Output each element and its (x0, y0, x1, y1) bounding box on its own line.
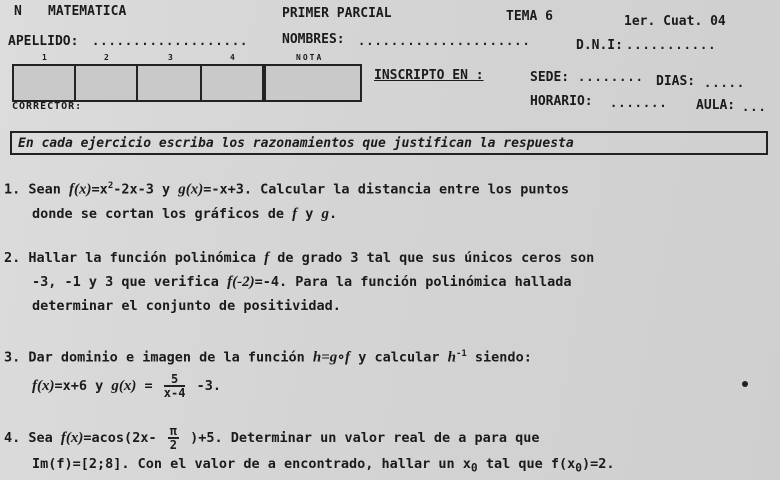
corrector-label: CORRECTOR: (12, 101, 83, 112)
exercise-text: siendo: (466, 349, 532, 366)
math-expression: g (321, 205, 329, 222)
apellido-field[interactable]: ................... (92, 34, 249, 48)
math-expression: f(-2) (227, 274, 255, 290)
exercise-number: 1. (4, 181, 21, 198)
exercise-3 (4, 342, 532, 402)
exercise-text: Sean (28, 181, 70, 198)
exercise-text: = (136, 377, 161, 394)
fraction-numerator: 5 (164, 373, 186, 387)
sede-field[interactable]: ........ (578, 70, 644, 84)
exercise-text: Im(f)=[2;8]. Con el valor de a encontrado, hallar un x (32, 456, 471, 472)
score-box-1[interactable] (12, 64, 76, 102)
math-expression: h (447, 349, 456, 366)
box-number-2: 2 (104, 53, 109, 62)
math-expression: f (264, 250, 270, 266)
math-expression: f(x) (32, 377, 55, 394)
box-number-1: 1 (42, 53, 47, 62)
exercise-text: Sea (28, 430, 61, 446)
dias-field[interactable]: ..... (704, 76, 746, 90)
math-expression: h=g∘f (312, 349, 351, 366)
fraction (168, 425, 179, 451)
score-box-2[interactable] (74, 64, 138, 102)
exercise-text: donde se cortan los gráficos de (32, 205, 293, 222)
exercise-number: 3. (4, 349, 21, 366)
box-number-3: 3 (168, 53, 173, 62)
exercise-text: =-x+3. Calcular la distancia entre los puntos (203, 181, 570, 198)
nombres-field[interactable]: ..................... (358, 34, 531, 48)
aula-label: AULA: (696, 98, 736, 113)
dias-label: DIAS: (656, 74, 696, 89)
inscripto-label: INSCRIPTO EN : (374, 68, 484, 83)
math-expression: f(x) (60, 430, 84, 446)
nota-box[interactable] (264, 64, 362, 102)
cuatrimestre-label: 1er. Cuat. 04 (624, 14, 726, 29)
exercise-text: y (297, 205, 322, 222)
subject-prefix: N (14, 4, 22, 19)
aula-field[interactable]: ... (742, 100, 767, 114)
nombres-label: NOMBRES: (282, 32, 345, 47)
exponent: 2 (107, 181, 114, 191)
exam-title: PRIMER PARCIAL (282, 6, 392, 21)
exercise-text: determinar el conjunto de positividad. (32, 298, 341, 314)
exercise-text: Hallar la función polinómica (28, 250, 265, 266)
exercise-text: de grado 3 tal que sus únicos ceros son (269, 250, 595, 266)
exercise-text: -2x-3 y (113, 181, 179, 198)
box-number-4: 4 (230, 53, 235, 62)
math-expression: f(x) (69, 181, 92, 198)
subscript: 0 (575, 461, 583, 475)
exercise-4 (4, 424, 615, 480)
instruction-banner (10, 131, 768, 155)
exercise-text: )=2. (582, 456, 615, 472)
dni-field[interactable]: ........... (626, 38, 717, 52)
subject-title: MATEMATICA (48, 4, 127, 19)
exercise-text: )+5. Determinar un valor real de a para que (181, 430, 540, 446)
math-expression: g(x) (178, 181, 204, 198)
exercise-text: =acos(2x- (83, 430, 165, 446)
fraction (164, 373, 186, 399)
exercise-text: =x (91, 181, 108, 198)
dni-label: D.N.I: (576, 38, 623, 53)
apellido-label: APELLIDO: (8, 34, 79, 49)
math-expression: f (292, 205, 298, 222)
exercise-text: -3, -1 y 3 que verifica (32, 274, 228, 290)
exercise-text: =-4. Para la función polinómica hallada (254, 274, 572, 290)
exercise-text: Dar dominio e imagen de la función (28, 349, 313, 366)
exercise-text: tal que f(x (477, 456, 576, 472)
exercise-number: 2. (4, 250, 21, 266)
exercise-2 (4, 246, 594, 318)
ink-dot (742, 381, 748, 387)
tema-label: TEMA 6 (506, 9, 553, 24)
instruction-text: En cada ejercicio escriba los razonamientos que justifican la respuesta (18, 136, 574, 151)
exponent: -1 (455, 349, 467, 359)
fraction-numerator: π (169, 424, 177, 438)
exercise-text: y calcular (350, 349, 448, 366)
sede-label: SEDE: (530, 70, 570, 85)
exercise-1 (4, 174, 569, 226)
exercise-text: -3. (188, 377, 221, 394)
exercise-number: 4. (4, 430, 21, 446)
math-expression: g(x) (111, 377, 137, 394)
fraction-denominator: 2 (169, 438, 177, 452)
horario-label: HORARIO: (530, 94, 593, 109)
score-box-4[interactable] (200, 64, 264, 102)
subscript: 0 (470, 461, 478, 475)
exercise-text: =x+6 y (54, 377, 112, 394)
nota-label: NOTA (296, 53, 324, 62)
exercise-text: . (328, 205, 338, 222)
horario-field[interactable]: ....... (610, 96, 668, 110)
fraction-denominator: x-4 (163, 385, 186, 400)
score-box-3[interactable] (136, 64, 202, 102)
